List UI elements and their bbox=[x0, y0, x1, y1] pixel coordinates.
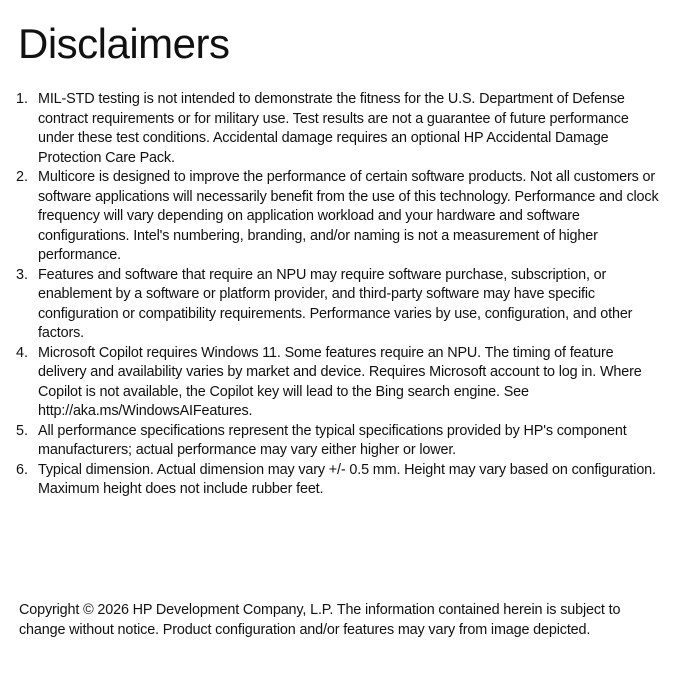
disclaimer-number: 6. bbox=[16, 461, 29, 478]
disclaimer-item bbox=[16, 90, 664, 168]
disclaimer-text: Multicore is designed to improve the performance of certain software products. Not all customers or software applications will necessarily benefit from the use of this technology. Performance and clock frequency will vary depending on application workload and your hardware and software configurations. Intel's numbering, branding, and/or naming is not a measurement of higher performance. bbox=[38, 169, 659, 263]
copyright-notice: Copyright © 2026 HP Development Company, L.P. The information contained herein is subject to change without notice. Product configuration and/or features may vary from image depicted. bbox=[19, 602, 621, 638]
disclaimer-item bbox=[16, 266, 664, 344]
page-title: Disclaimers bbox=[18, 20, 230, 67]
disclaimer-text: Features and software that require an NPU may require software purchase, subscription, or enablement by a software or platform provider, and third-party software may have specific configuration or compatibility requirements. Performance varies by use, configuration, and other factors. bbox=[38, 266, 633, 341]
disclaimer-number: 2. bbox=[16, 169, 29, 185]
disclaimer-number: 1. bbox=[16, 91, 29, 107]
disclaimer-number: 3. bbox=[16, 266, 29, 283]
disclaimer-item bbox=[16, 168, 664, 266]
disclaimer-text: All performance specifications represent the typical specifications provided by HP's component manufacturers; actual performance may vary either higher or lower. bbox=[38, 422, 627, 458]
disclaimer-item bbox=[16, 344, 664, 422]
disclaimer-number: 5. bbox=[16, 422, 29, 439]
disclaimer-text: MIL-STD testing is not intended to demonstrate the fitness for the U.S. Department of Defense contract requirements or for military use. Test results are not a guarantee of future performance under these test conditions. Accidental damage requires an optional HP Accidental Damage Protection Care Pack. bbox=[38, 91, 629, 166]
disclaimer-item bbox=[16, 422, 664, 461]
disclaimer-item bbox=[16, 461, 664, 500]
disclaimer-list bbox=[16, 90, 664, 500]
disclaimer-text: Typical dimension. Actual dimension may vary +/- 0.5 mm. Height may vary based on configuration. Maximum height does not include rubber feet. bbox=[38, 461, 656, 497]
disclaimer-number: 4. bbox=[16, 344, 29, 361]
disclaimer-text: Microsoft Copilot requires Windows 11. Some features require an NPU. The timing of feature delivery and availability varies by market and device. Requires Microsoft account to log in. Where Copilot is not available, the Copilot key will lead to the Bing search engine. See http://aka.ms/WindowsAIFeatures. bbox=[38, 344, 642, 419]
